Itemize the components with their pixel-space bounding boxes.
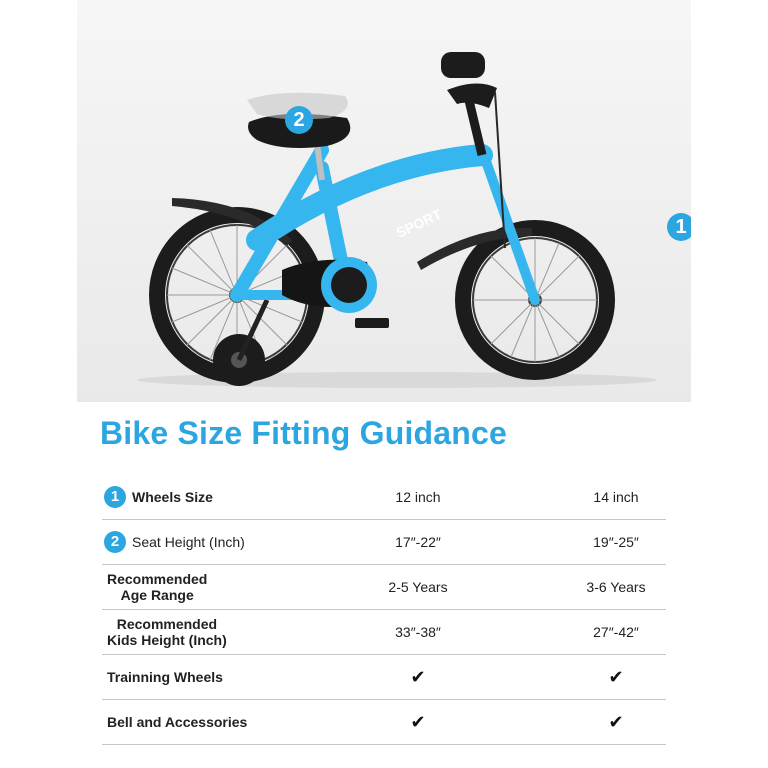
table-row [102,520,666,565]
table-row [102,655,666,700]
bike-illustration [77,0,691,402]
row-label: Bell and Accessories [107,714,248,730]
product-photo [77,0,691,402]
row-label: 1 Wheels Size [107,486,213,508]
cell-12-inch: 17″-22″ [395,534,441,550]
page-title: Bike Size Fitting Guidance [100,415,508,451]
row-label: Recommended Age Range [107,571,208,603]
table-row [102,700,666,745]
wheel-size-badge: 1 [667,213,691,241]
row-label: Recommended Kids Height (Inch) [107,616,227,648]
number-badge: 1 [104,486,126,508]
check-icon: ✔ [410,711,426,732]
cell-14-inch: 27″-42″ [593,624,639,640]
cell-12-inch: 12 inch [395,489,441,505]
cell-14-inch: 14 inch [593,489,639,505]
size-guide-table [102,475,666,745]
cell-14-inch: 19″-25″ [593,534,639,550]
table-row [102,610,666,655]
frame-text: SPORT [393,205,444,241]
row-label: Trainning Wheels [107,669,223,685]
check-icon: ✔ [410,666,426,687]
row-label: 2 Seat Height (Inch) [107,531,245,553]
number-badge: 2 [104,531,126,553]
check-icon: ✔ [608,711,624,732]
cell-12-inch: 2-5 Years [388,579,448,595]
cell-12-inch: 33″-38″ [395,624,441,640]
table-row [102,565,666,610]
cell-14-inch: 3-6 Years [586,579,646,595]
check-icon: ✔ [608,666,624,687]
seat-height-badge: 2 [285,106,313,134]
table-row [102,475,666,520]
bell [441,52,485,78]
